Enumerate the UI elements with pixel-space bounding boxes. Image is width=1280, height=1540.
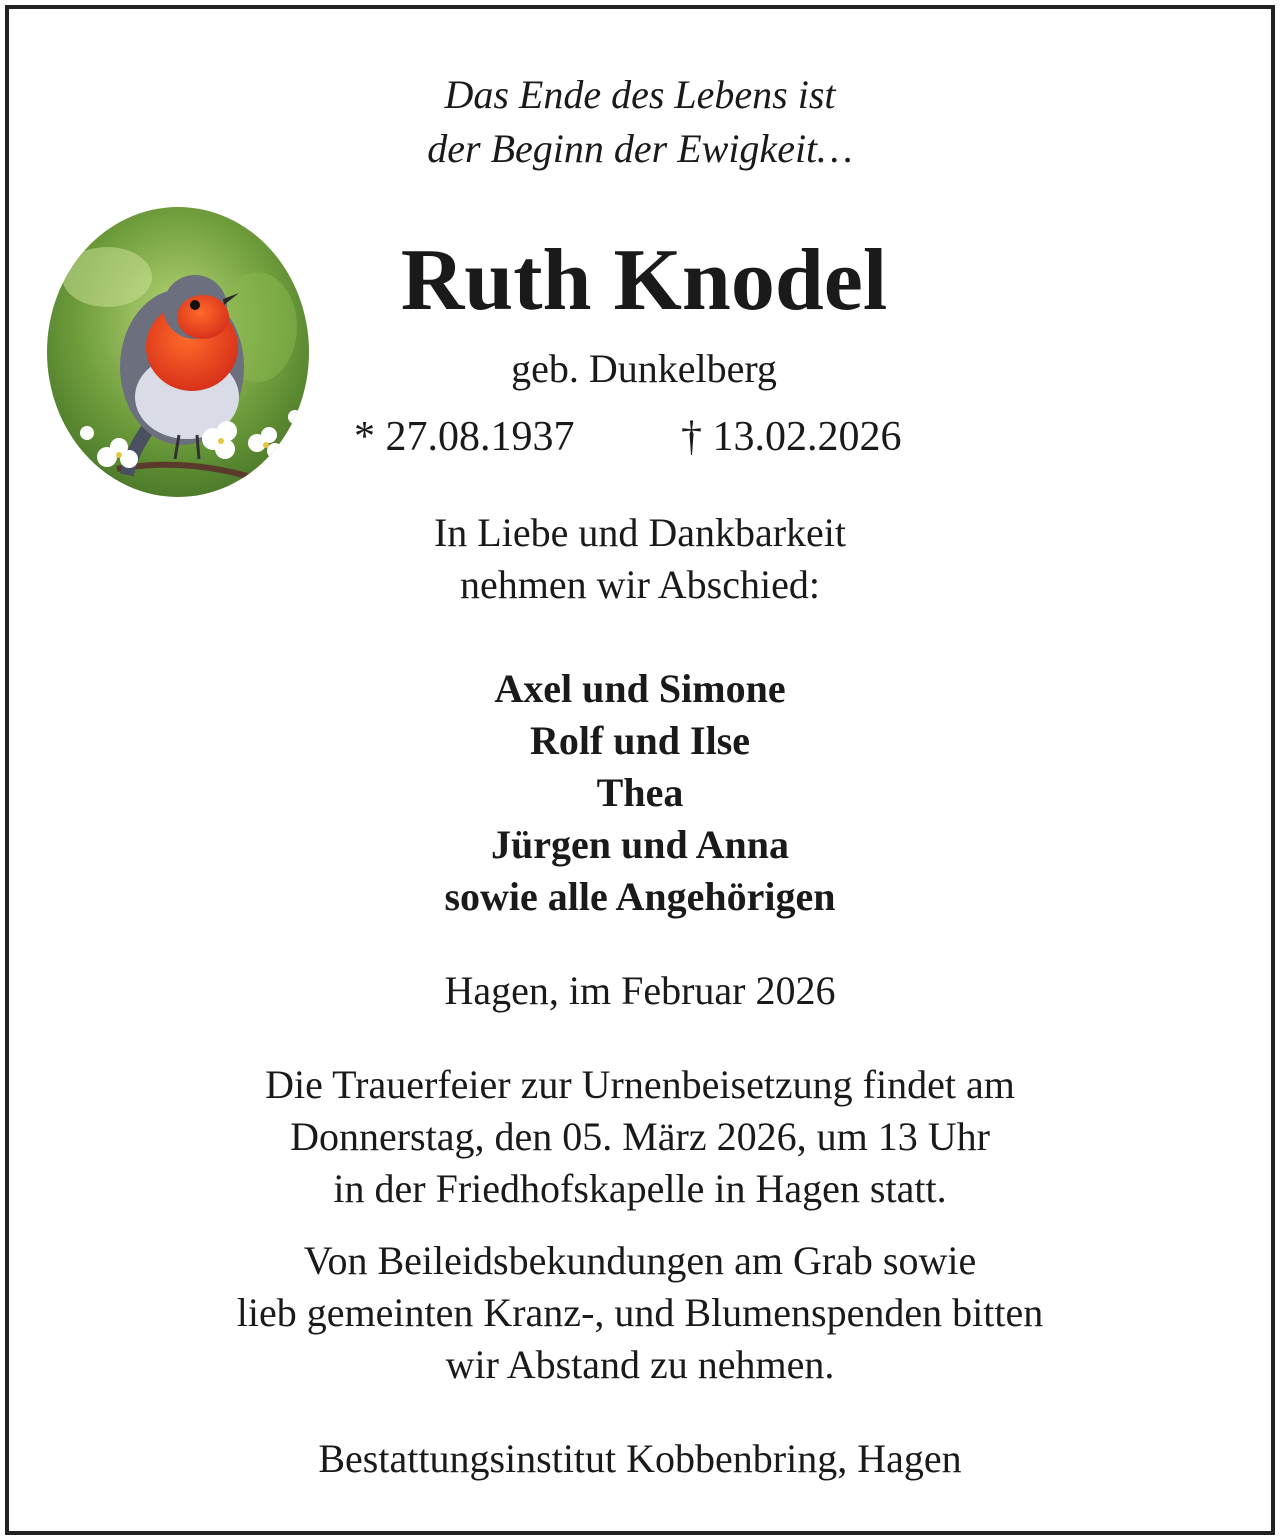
deceased-name: Ruth Knodel xyxy=(400,232,888,329)
request-line-3: wir Abstand zu nehmen. xyxy=(445,1342,835,1387)
place-date: Hagen, im Februar 2026 xyxy=(444,968,836,1013)
death-date: † 13.02.2026 xyxy=(681,414,902,460)
request-line-1: Von Beileidsbekundungen am Grab sowie xyxy=(303,1238,977,1283)
farewell-line-2: nehmen wir Abschied: xyxy=(460,562,820,607)
quote-line-1: Das Ende des Lebens ist xyxy=(444,72,836,117)
ceremony-line-2: Donnerstag, den 05. März 2026, um 13 Uhr xyxy=(290,1114,990,1159)
mourner-line: Rolf und Ilse xyxy=(529,718,751,763)
undertaker: Bestattungsinstitut Kobbenbring, Hagen xyxy=(318,1436,962,1481)
mourner-line: Thea xyxy=(596,770,684,815)
obituary-notice xyxy=(5,5,1275,1535)
quote-line-2: der Beginn der Ewigkeit… xyxy=(427,126,853,171)
birth-date: * 27.08.1937 xyxy=(354,414,575,460)
ceremony-line-3: in der Friedhofskapelle in Hagen statt. xyxy=(333,1166,947,1211)
birth-name: geb. Dunkelberg xyxy=(511,346,777,391)
mourner-line: Axel und Simone xyxy=(494,666,786,711)
ceremony-line-1: Die Trauerfeier zur Urnenbeisetzung findet am xyxy=(265,1062,1015,1107)
farewell-line-1: In Liebe und Dankbarkeit xyxy=(433,510,847,555)
mourner-line: Jürgen und Anna xyxy=(491,822,789,867)
request-line-2: lieb gemeinten Kranz-, und Blumenspenden bitten xyxy=(236,1290,1044,1335)
life-dates xyxy=(9,411,1271,463)
mourner-line: sowie alle Angehörigen xyxy=(444,874,836,919)
